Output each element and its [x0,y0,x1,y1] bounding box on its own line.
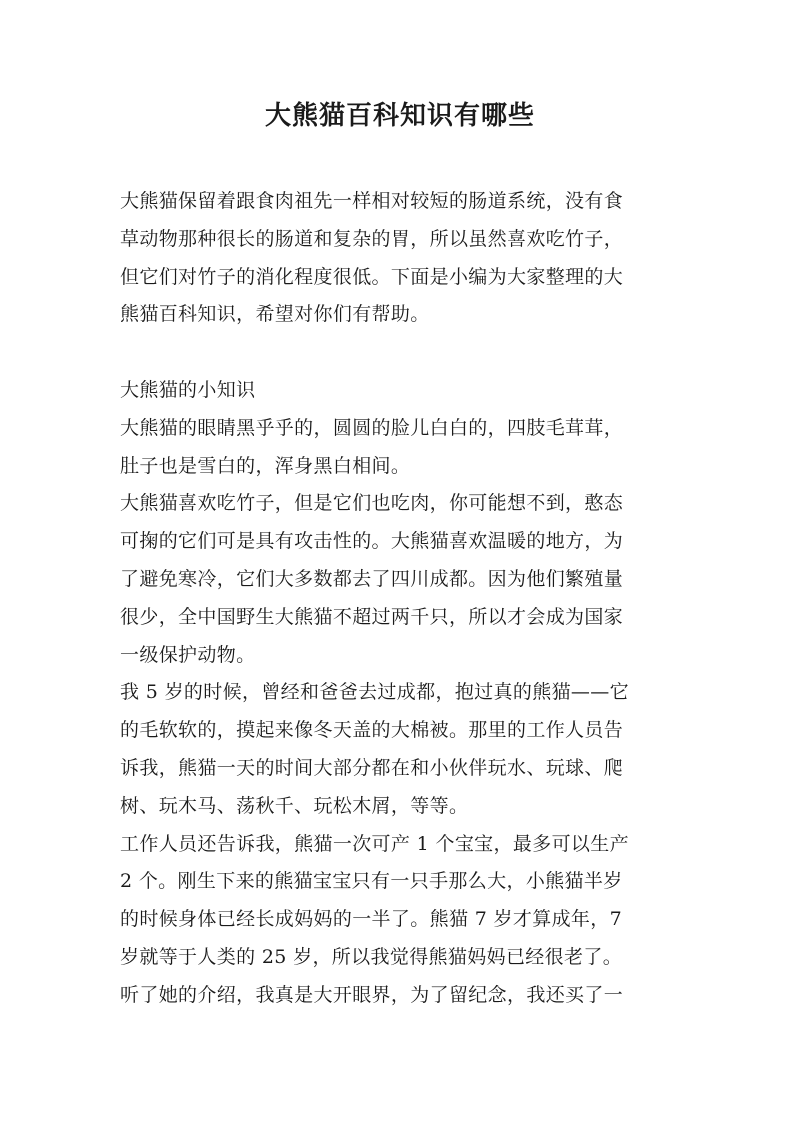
text-line: 听了她的介绍，我真是大开眼界，为了留纪念，我还买了一 [120,983,624,1006]
text-line: 肚子也是雪白的，浑身黑白相间。 [120,454,411,477]
text-line: 2 个。刚生下来的熊猫宝宝只有一只手那么大，小熊猫半岁 [120,870,623,893]
text-line: 大熊猫喜欢吃竹子，但是它们也吃肉，你可能想不到，憨态 [120,492,624,515]
text-line: 一级保护动物。 [120,643,256,666]
intro-paragraph [120,183,686,334]
text-line: 我 5 岁的时候，曾经和爸爸去过成都，抱过真的熊猫——它 [120,681,629,704]
section-body [120,410,686,1015]
text-line: 熊猫百科知识，希望对你们有帮助。 [120,303,430,326]
text-line: 工作人员还告诉我，熊猫一次可产 1 个宝宝，最多可以生产 [120,832,629,855]
text-line: 诉我，熊猫一天的时间大部分都在和小伙伴玩水、玩球、爬 [120,756,624,779]
text-line: 了避免寒冷，它们大多数都去了四川成都。因为他们繁殖量 [120,567,624,590]
text-line: 可掬的它们可是具有攻击性的。大熊猫喜欢温暖的地方，为 [120,530,624,553]
text-line: 的毛软软的，摸起来像冬天盖的大棉被。那里的工作人员告 [120,719,624,742]
text-line: 草动物那种很长的肠道和复杂的胃，所以虽然喜欢吃竹子， [120,227,624,250]
text-line: 但它们对竹子的消化程度很低。下面是小编为大家整理的大 [120,265,624,288]
text-line: 很少，全中国野生大熊猫不超过两千只，所以才会成为国家 [120,605,624,628]
text-line: 大熊猫保留着跟食肉祖先一样相对较短的肠道系统，没有食 [120,190,624,212]
section-heading: 大熊猫的小知识 [120,378,256,401]
text-line: 的时候身体已经长成妈妈的一半了。熊猫 7 岁才算成年，7 [120,908,623,931]
text-line: 岁就等于人类的 25 岁，所以我觉得熊猫妈妈已经很老了。 [120,945,623,968]
text-line: 树、玩木马、荡秋千、玩松木屑，等等。 [120,794,469,817]
paragraph-spacer [120,334,686,372]
document-body [120,183,686,1015]
text-line: 大熊猫的眼睛黑乎乎的，圆圆的脸儿白白的，四肢毛茸茸， [120,416,624,439]
document-title: 大熊猫百科知识有哪些 [264,101,535,131]
